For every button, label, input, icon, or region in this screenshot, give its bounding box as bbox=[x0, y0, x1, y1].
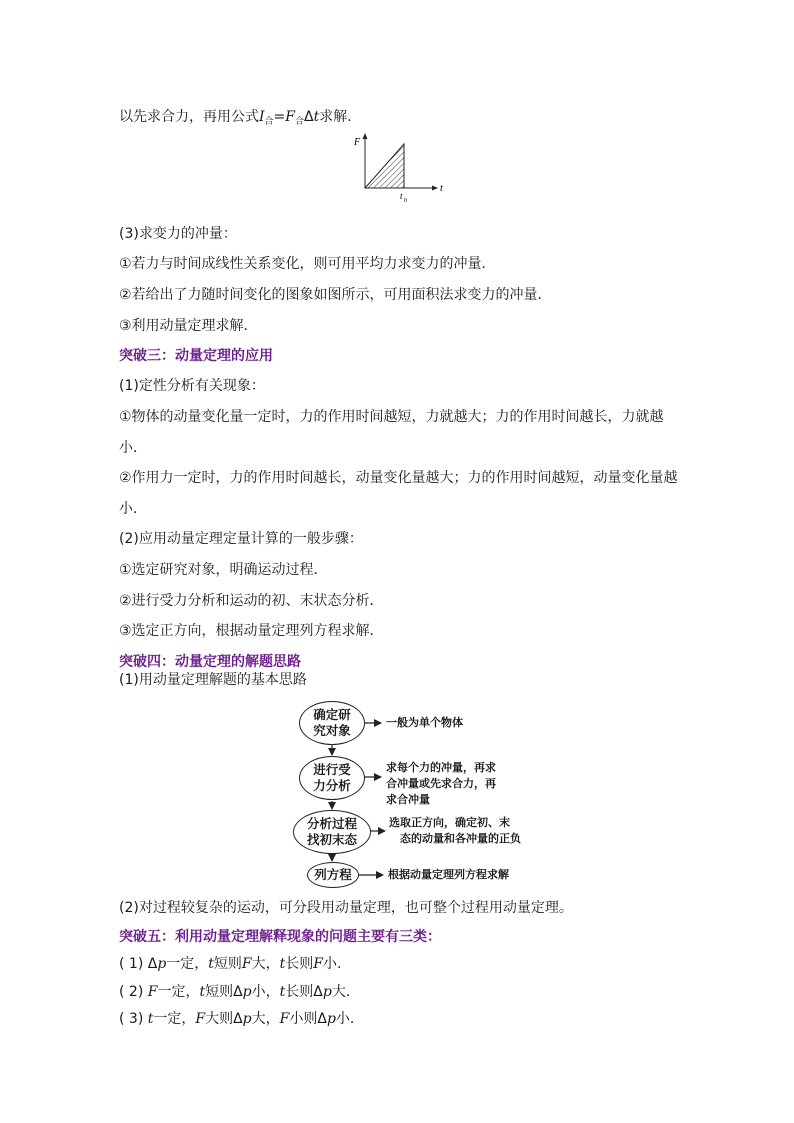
symbol-p: p bbox=[242, 984, 252, 1000]
symbol-p: p bbox=[322, 984, 332, 1000]
x-axis-label: t bbox=[440, 183, 443, 194]
equals-sign: = bbox=[273, 109, 286, 125]
section4-heading: 突破四：动量定理的解题思路 bbox=[119, 654, 301, 670]
intro-line bbox=[119, 108, 361, 131]
var-impulse-item-3: ③利用动量定理求解． bbox=[119, 318, 258, 334]
var-impulse-title: (3)求变力的冲量： bbox=[119, 226, 237, 242]
item-number: ( 3) bbox=[119, 1011, 144, 1027]
section3-q1-item2-cont: 小． bbox=[119, 501, 147, 517]
section5-heading: 突破五：利用动量定理解释现象的问题主要有三类： bbox=[119, 929, 441, 945]
item-text: 一定， bbox=[157, 984, 200, 1000]
symbol-p: p bbox=[157, 956, 167, 972]
flow-node-text: 分析过程 bbox=[306, 816, 357, 831]
item-text: 短则Δ bbox=[205, 984, 243, 1000]
section3-heading: 突破三：动量定理的应用 bbox=[119, 348, 273, 364]
item-text: 小. bbox=[323, 956, 342, 972]
intro-text: 以先求合力，再用公式 bbox=[119, 109, 259, 125]
section3-q2-item1: ①选定研究对象，明确运动过程． bbox=[119, 562, 328, 578]
y-axis-label: F bbox=[354, 137, 361, 148]
item-text: 大. bbox=[331, 984, 351, 1000]
flow-note-text: 一般为单个物体 bbox=[386, 716, 463, 729]
item-text: 短则 bbox=[213, 956, 242, 972]
item-text: 小则Δ bbox=[289, 1011, 327, 1027]
y-axis-arrow bbox=[363, 133, 368, 139]
section3-q1-title: (1)定性分析有关现象： bbox=[119, 378, 265, 394]
section3-q2-item3: ③选定正方向，根据动量定理列方程求解． bbox=[119, 623, 384, 639]
var-impulse-item-1: ①若力与时间成线性关系变化，则可用平均力求变力的冲量． bbox=[119, 256, 496, 272]
flow-node-text: 进行受 bbox=[313, 762, 351, 777]
symbol-t: t bbox=[199, 984, 206, 1000]
symbol-p: p bbox=[242, 1011, 252, 1027]
section5-item-3 bbox=[119, 1010, 354, 1028]
section3-q1-item2: ②作用力一定时，力的作用时间越长，动量变化量越大；力的作用时间越短，动量变化量越 bbox=[119, 470, 678, 486]
flow-note-text: 合冲量或先求合力，再 bbox=[386, 777, 496, 790]
section5-item-2 bbox=[119, 983, 350, 1001]
section3-q1-item1-cont: 小． bbox=[119, 440, 147, 456]
symbol-t: t bbox=[147, 1011, 154, 1027]
flow-note-text: 求合冲量 bbox=[386, 793, 430, 806]
item-text: 大则Δ bbox=[205, 1011, 243, 1027]
flow-node-text: 究对象 bbox=[313, 723, 351, 738]
symbol-F: F bbox=[285, 109, 295, 125]
symbol-F: F bbox=[279, 1011, 290, 1027]
item-text: 一定， bbox=[166, 956, 209, 972]
section4-subtitle: (1)用动量定理解题的基本思路 bbox=[119, 672, 307, 688]
t0-label: t bbox=[400, 191, 403, 201]
item-text: 小. bbox=[335, 1011, 355, 1027]
force-time-graph bbox=[350, 132, 450, 206]
flow-note-text: 态的动量和各冲量的正负 bbox=[400, 832, 521, 845]
symbol-delta: Δ bbox=[304, 109, 314, 125]
symbol-p: p bbox=[326, 1011, 336, 1027]
symbol-I: I bbox=[259, 109, 265, 125]
x-axis-arrow bbox=[432, 186, 438, 191]
flow-node-force-analysis bbox=[299, 756, 365, 800]
symbol-t: t bbox=[279, 984, 286, 1000]
subscript-he: 合 bbox=[295, 117, 305, 127]
item-number: ( 1) bbox=[119, 956, 144, 972]
symbol-t: t bbox=[208, 956, 214, 972]
symbol-t: t bbox=[313, 109, 320, 125]
flow-node-select-object bbox=[299, 701, 365, 745]
section4-note: (2)对过程较复杂的运动，可分段用动量定理，也可整个过程用动量定理。 bbox=[119, 900, 573, 916]
flow-note-text: 选取正方向，确定初、末 bbox=[389, 816, 510, 829]
flow-node-text: 力分析 bbox=[313, 778, 351, 793]
flow-note-3 bbox=[389, 815, 521, 847]
flow-node-text: 列方程 bbox=[314, 867, 352, 882]
symbol-F: F bbox=[241, 956, 252, 972]
symbol-F: F bbox=[147, 984, 158, 1000]
flow-node-text: 确定研 bbox=[313, 707, 351, 722]
flow-note-4 bbox=[388, 867, 509, 883]
flow-note-1 bbox=[386, 715, 463, 731]
symbol-F: F bbox=[195, 1011, 206, 1027]
section3-q1-item1: ①物体的动量变化量一定时，力的作用时间越短，力就越大；力的作用时间越长，力就越 bbox=[119, 409, 664, 425]
flow-node-analyze-process bbox=[293, 810, 371, 854]
section3-q2-title: (2)应用动量定理定量计算的一般步骤： bbox=[119, 531, 363, 547]
t0-subscript: 0 bbox=[404, 198, 407, 204]
intro-text-end: 求解． bbox=[319, 109, 362, 125]
item-number: ( 2) bbox=[119, 984, 144, 1000]
section5-item-1 bbox=[119, 955, 341, 973]
impulse-area bbox=[365, 144, 404, 188]
symbol-F: F bbox=[313, 956, 323, 972]
subscript-he: 合 bbox=[264, 117, 274, 127]
var-impulse-item-2: ②若给出了力随时间变化的图象如图所示，可用面积法求变力的冲量． bbox=[119, 287, 552, 303]
item-text: 大， bbox=[251, 1011, 280, 1027]
symbol-delta: Δ bbox=[147, 956, 158, 972]
flow-node-text: 找初末态 bbox=[306, 832, 357, 847]
flow-node-write-equation bbox=[307, 862, 359, 888]
flow-note-2 bbox=[386, 760, 496, 808]
item-text: 一定， bbox=[153, 1011, 196, 1027]
flow-note-text: 根据动量定理列方程求解 bbox=[388, 868, 509, 881]
flow-note-text: 求每个力的冲量，再求 bbox=[386, 761, 496, 774]
item-text: 小， bbox=[251, 984, 280, 1000]
section3-q2-item2: ②进行受力分析和运动的初、末状态分析． bbox=[119, 593, 384, 609]
item-text: 长则 bbox=[285, 956, 314, 972]
item-text: 大， bbox=[251, 956, 280, 972]
item-text: 长则Δ bbox=[285, 984, 323, 1000]
symbol-t: t bbox=[279, 956, 286, 972]
